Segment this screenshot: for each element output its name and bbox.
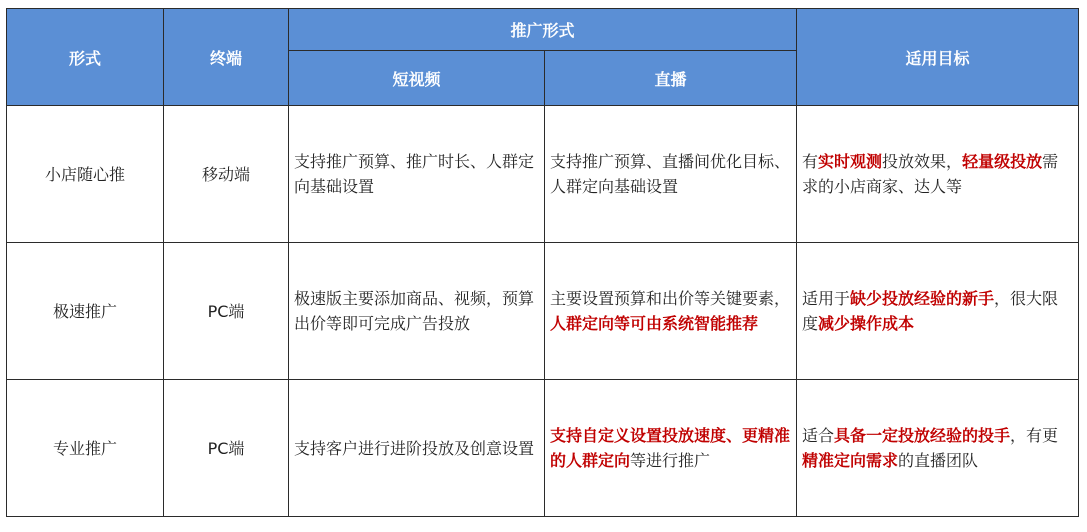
- cell-live: [545, 243, 797, 380]
- cell-text: ，很大限度: [802, 289, 1059, 333]
- cell-text: 的直播团队: [898, 451, 979, 470]
- highlight-text: 实时观测: [818, 152, 883, 171]
- cell-target: [797, 106, 1079, 243]
- header-live: 直播: [545, 51, 797, 106]
- promotion-comparison-table: [6, 8, 1079, 517]
- cell-text: 主要设置预算和出价等关键要素，: [550, 289, 791, 308]
- cell-target: [797, 243, 1079, 380]
- cell-form: 小店随心推: [7, 106, 164, 243]
- table-row: [7, 380, 1079, 517]
- cell-text: ，有更: [1010, 426, 1059, 445]
- highlight-text: 轻量级投放: [962, 152, 1043, 171]
- cell-text: 等进行推广: [630, 451, 711, 470]
- header-promo-form: 推广形式: [289, 9, 797, 51]
- cell-text: 支持推广预算、直播间优化目标、人群定向基础设置: [550, 152, 791, 196]
- cell-text: 适合: [802, 426, 835, 445]
- cell-text: 支持客户进行进阶投放及创意设置: [294, 438, 535, 458]
- table-row: [7, 243, 1079, 380]
- header-target: 适用目标: [797, 9, 1079, 106]
- cell-text: 支持推广预算、推广时长、人群定向基础设置: [294, 152, 535, 196]
- cell-short-video: [289, 243, 545, 380]
- cell-terminal: PC端: [164, 243, 289, 380]
- cell-text: 极速版主要添加商品、视频，预算出价等即可完成广告投放: [294, 289, 535, 333]
- highlight-text: 缺少投放经验的新手: [850, 289, 995, 308]
- cell-short-video: [289, 106, 545, 243]
- cell-live: [545, 380, 797, 517]
- cell-text: 适用于: [802, 289, 851, 308]
- cell-terminal: 移动端: [164, 106, 289, 243]
- cell-form: 专业推广: [7, 380, 164, 517]
- highlight-text: 支持自定义设置投放速度、更精准的人群定向: [550, 426, 791, 470]
- header-form: 形式: [7, 9, 164, 106]
- cell-terminal: PC端: [164, 380, 289, 517]
- header-terminal: 终端: [164, 9, 289, 106]
- cell-target: [797, 380, 1079, 517]
- cell-short-video: [289, 380, 545, 517]
- highlight-text: 精准定向需求: [802, 451, 899, 470]
- table-row: [7, 106, 1079, 243]
- cell-live: [545, 106, 797, 243]
- header-short-video: 短视频: [289, 51, 545, 106]
- cell-form: 极速推广: [7, 243, 164, 380]
- cell-text: 投放效果，: [882, 152, 963, 171]
- cell-text: 需求的小店商家、达人等: [802, 152, 1059, 196]
- cell-text: 有: [802, 152, 819, 171]
- highlight-text: 人群定向等可由系统智能推荐: [550, 314, 759, 333]
- highlight-text: 减少操作成本: [818, 314, 915, 333]
- highlight-text: 具备一定投放经验的投手: [834, 426, 1011, 445]
